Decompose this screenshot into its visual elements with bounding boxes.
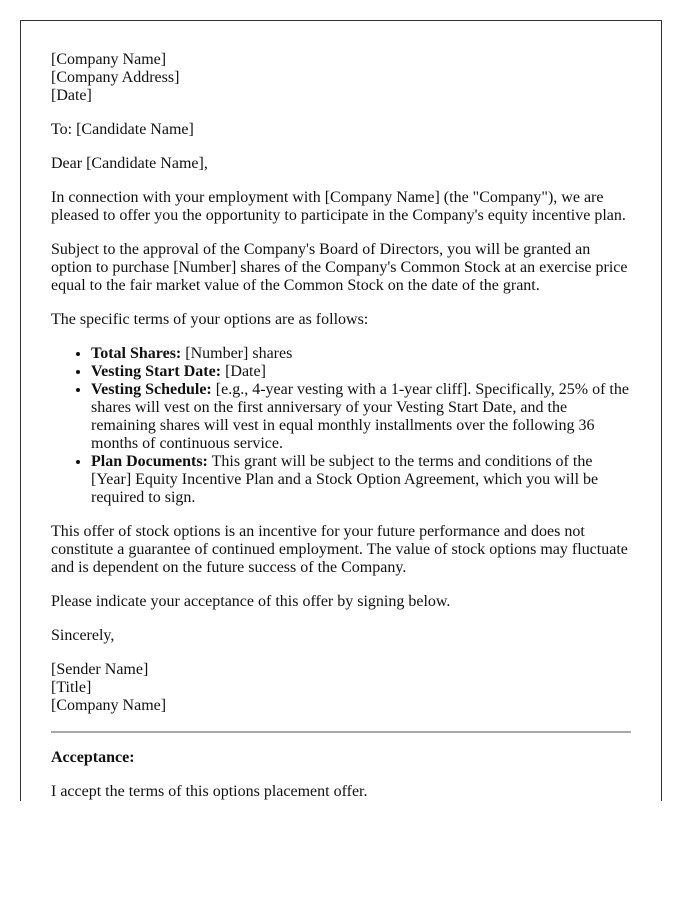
recipient-line: To: [Candidate Name] <box>51 121 194 138</box>
term-vesting-schedule <box>91 381 631 453</box>
sender-company: [Company Name] <box>51 697 167 714</box>
letter-date: [Date] <box>51 87 92 104</box>
term-value: [e.g., 4-year vesting with a 1-year cliff]. Specifically, 25% of the shares will vest on the first anniversary of your Vesting Start Date, and the remaining shares will vest in equal monthly installments over the following 36 months of continuous service. <box>91 381 629 452</box>
term-value: [Number] shares <box>181 345 293 362</box>
intro-paragraph: In connection with your employment with [Company Name] (the "Company"), we are pleased to offer you the opportunity to participate in the Company's equity incentive plan. <box>51 189 626 224</box>
term-label: Vesting Start Date: <box>91 363 222 380</box>
terms-intro: The specific terms of your options are as follows: <box>51 311 369 328</box>
term-vesting-start-date <box>91 363 631 381</box>
company-name: [Company Name] <box>51 51 167 68</box>
letter-page <box>20 20 662 801</box>
section-divider <box>51 731 631 733</box>
term-label: Vesting Schedule: <box>91 381 212 398</box>
acceptance-heading-text: Acceptance: <box>51 749 135 766</box>
instruction-paragraph: Please indicate your acceptance of this offer by signing below. <box>51 593 451 610</box>
term-plan-documents <box>91 453 631 507</box>
sender-name: [Sender Name] <box>51 661 149 678</box>
term-label: Total Shares: <box>91 345 182 362</box>
term-total-shares <box>91 345 631 363</box>
signature-block <box>51 661 631 715</box>
company-address: [Company Address] <box>51 69 180 86</box>
acceptance-statement: I accept the terms of this options placement offer. <box>51 783 368 800</box>
acceptance-heading <box>51 749 631 767</box>
terms-list <box>51 345 631 507</box>
sender-title: [Title] <box>51 679 92 696</box>
term-value: This grant will be subject to the terms and conditions of the [Year] Equity Incentive Plan and a Stock Option Agreement, which you will be required to sign. <box>91 453 599 506</box>
term-value: [Date] <box>221 363 266 380</box>
salutation: Dear [Candidate Name], <box>51 155 208 172</box>
grant-paragraph: Subject to the approval of the Company's Board of Directors, you will be granted an option to purchase [Number] shares of the Company's Common Stock at an exercise price equal to the fair market value of the Common Stock on the date of the grant. <box>51 241 628 294</box>
sender-address-block <box>51 51 631 105</box>
term-label: Plan Documents: <box>91 453 208 470</box>
disclaimer-paragraph: This offer of stock options is an incentive for your future performance and does not constitute a guarantee of continued employment. The value of stock options may fluctuate and is dependent on the future success of the Company. <box>51 523 628 576</box>
closing: Sincerely, <box>51 627 115 644</box>
